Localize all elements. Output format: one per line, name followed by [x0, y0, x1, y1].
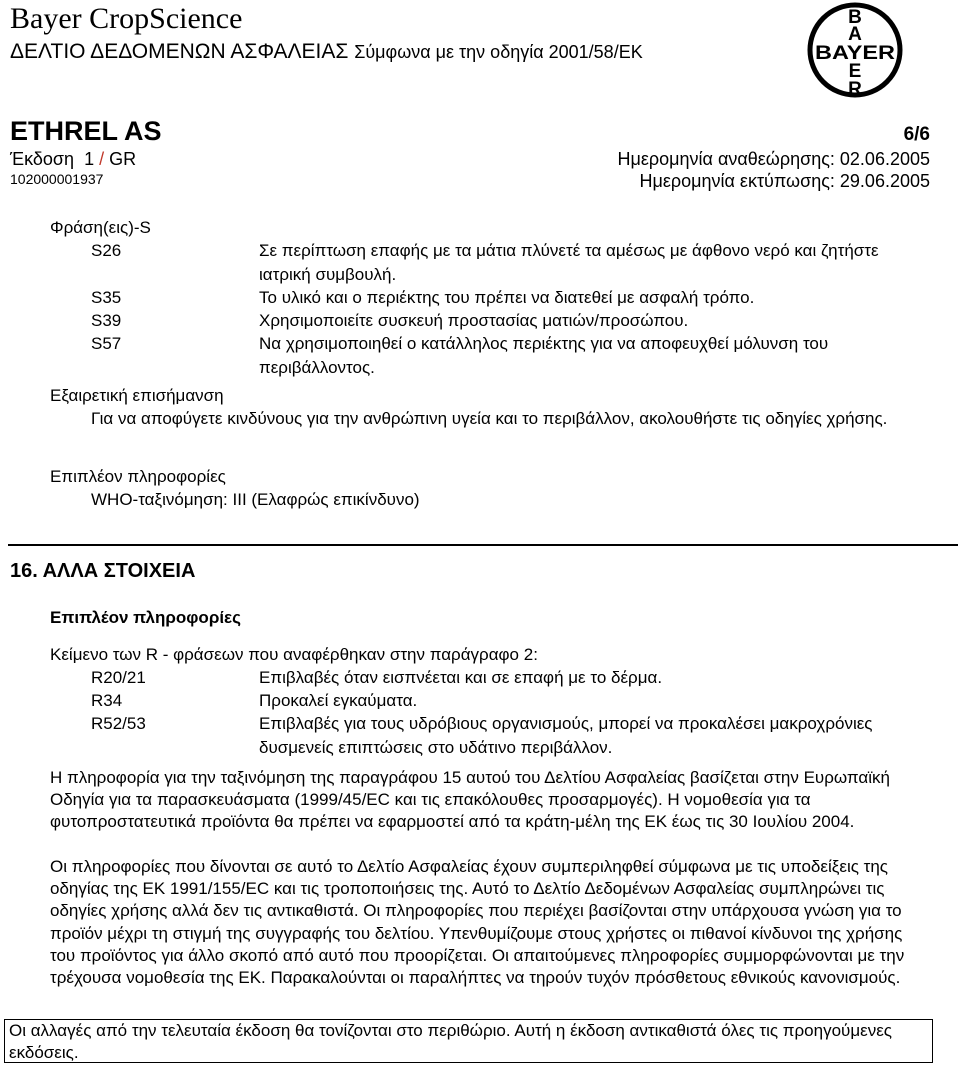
revision-date: Ημερομηνία αναθεώρησης: 02.06.2005 [617, 149, 930, 169]
logo-letter-upper: A [848, 24, 862, 45]
disclaimer-paragraph: Οι πληροφορίες που δίνονται σε αυτό το Δελτίο Ασφαλείας έχουν συμπεριληφθεί σύμφωνα με τις υποδείξεις της οδηγίας της ΕΚ 1991/155/EC και τις τροποποιήσεις της. Αυτό το Δελτίο Δεδομένων Ασφαλείας συμπληρώνει τις οδηγίες χρήσης αλλά δεν τις αντικαθιστά. Οι πληροφορίες που περιέχει βασίζονται στην υπάρχουσα γνώση για το προϊόν μέχρι τη στιγμή της συγγραφής του δελτίου. Υπενθυμίζουμε στους χρήστες οι πιθανοί κίνδυνοι της χρήσης του προϊόντος για άλλο σκοπό από αυτό που προορίζεται. Οι απαιτούμενες πληροφορίες συμμορφώνονται με την τρέχουσα νομοθεσία της ΕΚ. Παρακαλούνται οι παραλήπτες να τηρούν τυχόν πρόσθετους εθνικούς κανονισμούς. [50, 857, 905, 988]
directive-reference: Σύμφωνα με την οδηγία 2001/58/ΕΚ [354, 42, 643, 62]
logo-letter-bottom: R [848, 79, 862, 98]
doc-type-title: ΔΕΛΤΙΟ ΔΕΔΟΜΕΝΩΝ ΑΣΦΑΛΕΙΑΣ [10, 40, 349, 63]
s-phrase-text: Σε περίπτωση επαφής με τα μάτια πλύνετέ τα αμέσως με άφθονο νερό και ζητήστε ιατρική συμβουλή. [259, 241, 879, 284]
s-phrase-code: S26 [91, 241, 122, 260]
r-phrase-code: R34 [91, 691, 123, 710]
additional-info-heading: Επιπλέον πληροφορίες [50, 467, 226, 486]
version-info [10, 149, 136, 170]
s-phrase-text: Να χρησιμοποιηθεί ο κατάλληλος περιέκτης για να αποφευχθεί μόλυνση του περιβάλλοντος. [259, 334, 829, 377]
s-phrase-text: Χρησιμοποιείτε συσκευή προστασίας ματιών/προσώπου. [259, 311, 689, 330]
page-number: 6/6 [903, 124, 930, 145]
r-phrases-intro: Κείμενο των R - φράσεων που αναφέρθηκαν στην παράγραφο 2: [50, 645, 538, 664]
s-phrase-code: S57 [91, 334, 122, 353]
version-value: 1 [84, 149, 95, 169]
who-classification: WHO-ταξινόμηση: III (Ελαφρώς επικίνδυνο) [91, 490, 420, 509]
s-phrases-heading: Φράση(εις)-S [50, 218, 151, 237]
r-phrase-text: Προκαλεί εγκαύματα. [259, 691, 418, 710]
special-note-text: Για να αποφύγετε κινδύνους για την ανθρώπινη υγεία και το περιβάλλον, ακολουθήστε τις οδηγίες χρήσης. [91, 409, 888, 428]
r-phrase-text: Επιβλαβές για τους υδρόβιους οργανισμούς, μπορεί να προκαλέσει μακροχρόνιες δυσμενείς επιπτώσεις στο υδάτινο περιβάλλον. [259, 714, 873, 757]
section-16-title: 16. ΑΛΛΑ ΣΤΟΙΧΕΙΑ [10, 560, 196, 582]
print-date: Ημερομηνία εκτύπωσης: 29.06.2005 [639, 171, 930, 191]
product-name: ETHREL AS [10, 116, 162, 146]
section-divider [8, 544, 958, 546]
s-phrase-code: S39 [91, 311, 122, 330]
r-phrase-code: R52/53 [91, 714, 146, 733]
document-type [10, 40, 643, 64]
section-16-subtitle: Επιπλέον πληροφορίες [50, 608, 241, 627]
bayer-cross-logo [807, 2, 903, 98]
version-language: GR [109, 149, 137, 169]
r-phrase-text: Επιβλαβές όταν εισπνέεται και σε επαφή με το δέρμα. [259, 668, 663, 687]
s-phrase-row [91, 239, 931, 287]
special-note-heading: Εξαιρετική επισήμανση [50, 386, 224, 405]
logo-letter-top: B [848, 7, 862, 28]
company-name: Bayer CropScience [10, 2, 243, 35]
logo-letter-lower: E [848, 61, 862, 82]
material-number: 102000001937 [10, 171, 104, 187]
version-label: Έκδοση [10, 149, 75, 169]
classification-paragraph: Η πληροφορία για την ταξινόμηση της παραγράφου 15 αυτού του Δελτίου Ασφαλείας βασίζεται στην Ευρωπαϊκή Οδηγία για τα παρασκευάσματα (1999/45/EC και τις επακόλουθες προσαρμογές). Η νομοθεσία για τα φυτοπροστατευτικά προϊόντα θα πρέπει να εφαρμοστεί από τα κράτη-μέλη της ΕΚ έως τις 30 Ιουλίου 2004. [50, 768, 890, 832]
s-phrase-text: Το υλικό και ο περιέκτης του πρέπει να διατεθεί με ασφαλή τρόπο. [259, 288, 755, 307]
revision-footer-note: Οι αλλαγές από την τελευταία έκδοση θα τονίζονται στο περιθώριο. Αυτή η έκδοση αντικαθιστά όλες τις προηγούμενες εκδόσεις. [4, 1019, 933, 1063]
logo-word-bayer: BAYER [815, 43, 896, 64]
version-separator: / [99, 149, 105, 169]
s-phrase-code: S35 [91, 288, 122, 307]
r-phrase-code: R20/21 [91, 668, 146, 687]
